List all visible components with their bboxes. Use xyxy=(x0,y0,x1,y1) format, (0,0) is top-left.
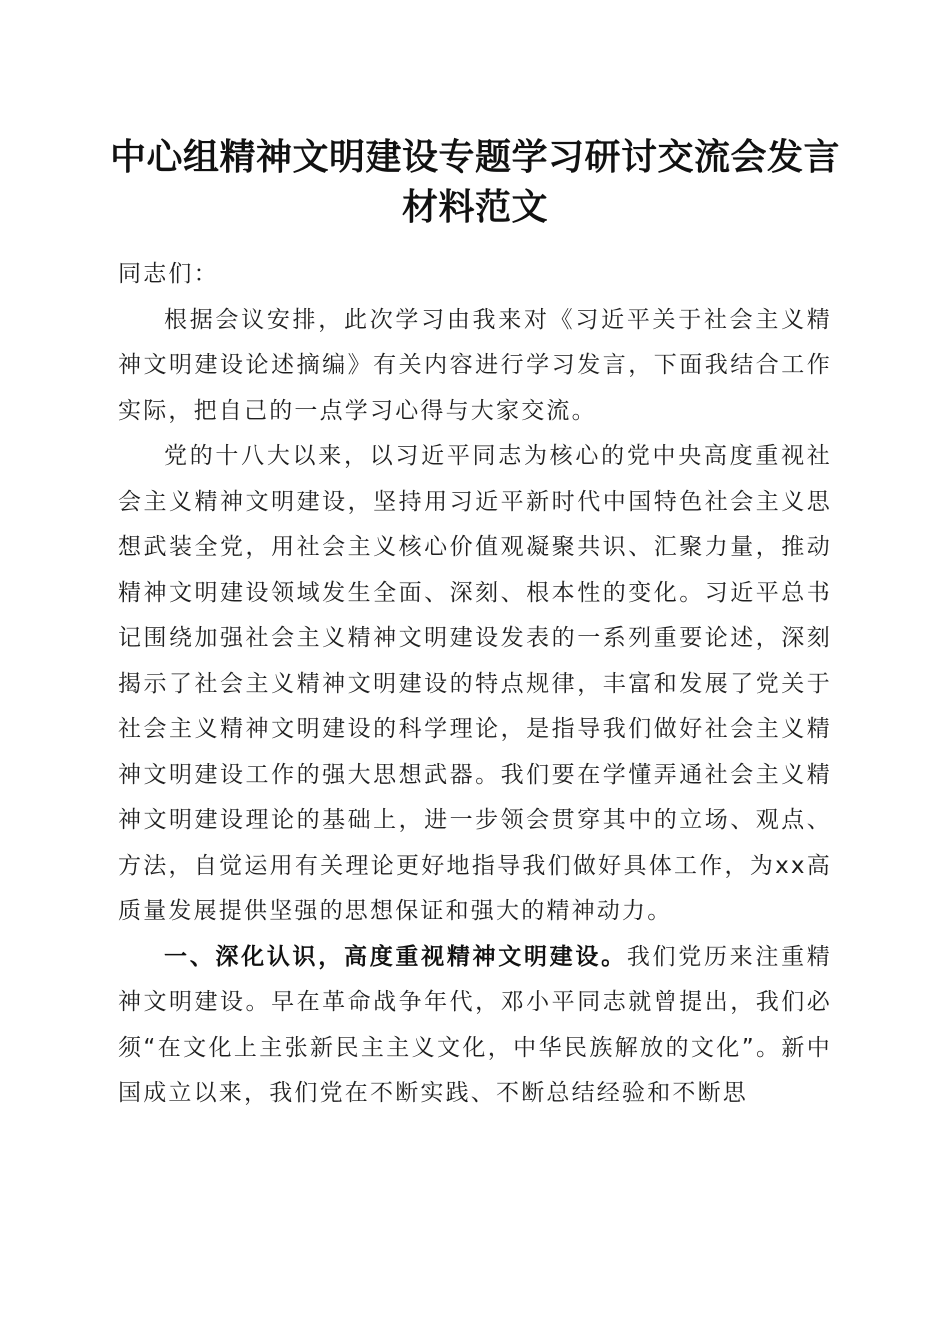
section-1-paragraph xyxy=(118,935,832,1117)
paragraph-background: 党的十八大以来，以习近平同志为核心的党中央高度重视社会主义精神文明建设，坚持用习近平新时代中国特色社会主义思想武装全党，用社会主义核心价值观凝聚共识、汇聚力量，推动精神文明建设领域发生全面、深刻、根本性的变化。习近平总书记围绕加强社会主义精神文明建设发表的一系列重要论述，深刻揭示了社会主义精神文明建设的特点规律，丰富和发展了党关于社会主义精神文明建设的科学理论，是指导我们做好社会主义精神文明建设工作的强大思想武器。我们要在学懂弄通社会主义精神文明建设理论的基础上，进一步领会贯穿其中的立场、观点、方法，自觉运用有关理论更好地指导我们做好具体工作，为xx高质量发展提供坚强的思想保证和强大的精神动力。 xyxy=(118,443,832,924)
document-title xyxy=(100,132,850,232)
title-line-2: 材料范文 xyxy=(401,186,548,228)
section-1-text: 我们党历来注重精神文明建设。早在革命战争年代，邓小平同志就曾提出，我们必须“在文化上主张新民主主义文化，中华民族解放的文化”。新中国成立以来，我们党在不断实践、不断总结经验和不断思 xyxy=(118,943,832,1106)
salutation: 同志们： xyxy=(118,261,219,287)
paragraph-intro: 根据会议安排，此次学习由我来对《习近平关于社会主义精神文明建设论述摘编》有关内容进行学习发言，下面我结合工作实际，把自己的一点学习心得与大家交流。 xyxy=(118,306,832,424)
title-line-1: 中心组精神文明建设专题学习研讨交流会发言 xyxy=(109,136,840,178)
document-body xyxy=(118,252,832,1117)
section-1-heading: 一、深化认识，高度重视精神文明建设。 xyxy=(164,943,627,970)
